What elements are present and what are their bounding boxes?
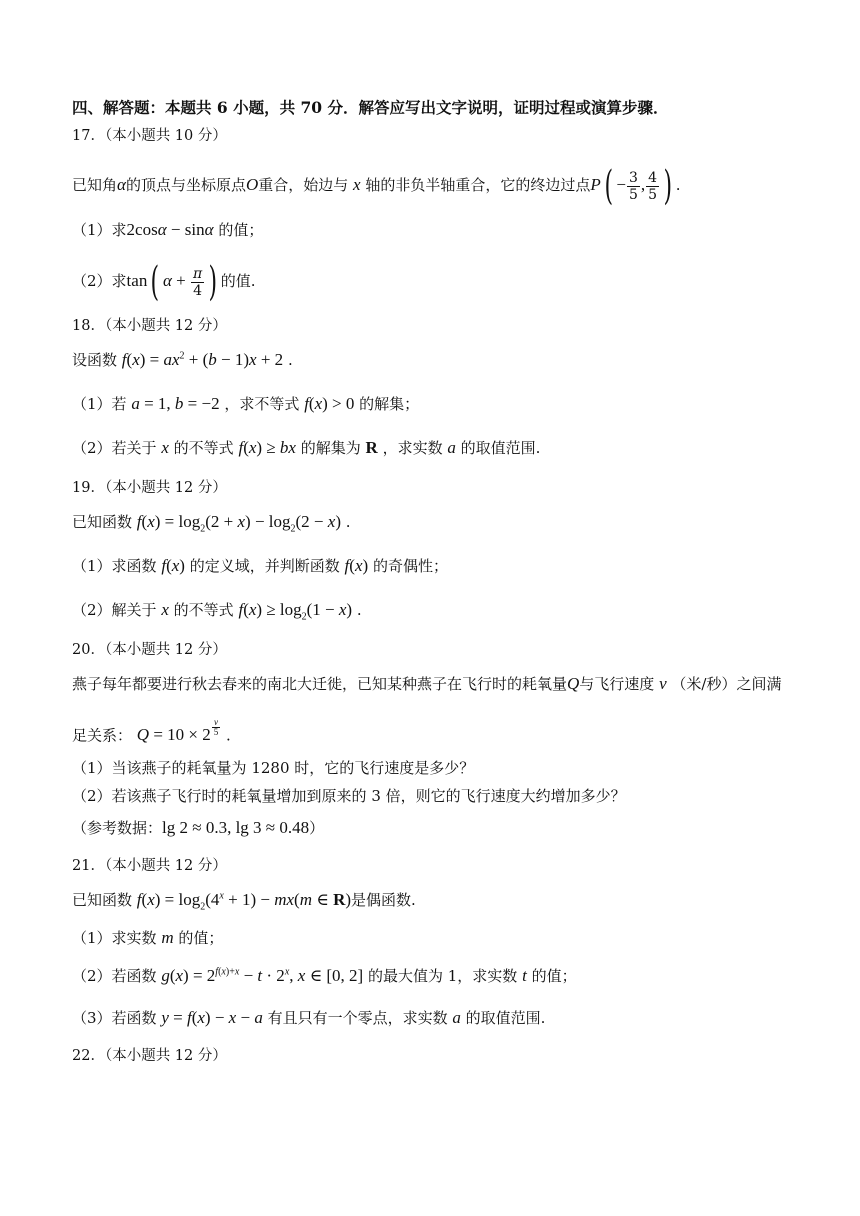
q19-stem: 已知函数 $f(x) = \log_2(2 + x) - \log_2(2 - x)$ . [72,512,351,535]
q20-title: 20．（本小题共 12 分） [72,642,227,658]
q19-part2: （2）解关于 x 的不等式 $f(x) \ge \log_2(1 - x)$ . [72,600,362,623]
q20-reference: （参考数据：lg 2 ≈ 0.3, lg 3 ≈ 0.48） [72,818,325,837]
q21-part3: （3）若函数 y = f(x) − x − a 有且只有一个零点，求实数 a 的取值范围. [72,1008,546,1027]
q20-stem: 燕子每年都要进行秋去春来的南北大迁徙，已知某种燕子在飞行时的耗氧量Q与飞行速度 v （米/秒）之间满 [72,674,782,693]
section-heading [72,98,668,118]
section-heading-text: 四、解答题：本题共 6 小题，共 70 分．解答应写出文字说明，证明过程或演算步骤． [72,98,669,117]
q20-part1: （1）当该燕子的耗氧量为 1280 时，它的飞行速度是多少？ [72,759,475,777]
q18-stem: 设函数 $f(x) = ax^2 + (b - 1)x + 2$ . [72,350,293,369]
q19-part1: （1）求函数 f(x) 的定义域，并判断函数 f(x) 的奇偶性； [72,556,448,575]
q17-stem: 已知角α的顶点与坐标原点O重合，始边与 x 轴的非负半轴重合，它的终边过点P( − $\frac{3}{5}$ , $\frac{4}{5}$ ) . [72,163,681,209]
q21-stem: 已知函数 $f(x) = \log_2(4^x + 1) - mx(m$ ∈ R)是偶函数. [72,890,416,913]
q18-title: 18．（本小题共 12 分） [72,318,227,334]
q17-part2: （2）求tan( α + $\frac{\pi}{4}$ ) 的值. [72,259,256,305]
q19-title: 19．（本小题共 12 分） [72,480,227,496]
q17-part1: （1）求2cosα − sinα 的值； [72,220,264,239]
q17-title: 17．（本小题共 10 分） [72,128,227,144]
q18-part2: （2）若关于 x 的不等式 f(x) ≥ bx 的解集为 R ，求实数 a 的取值范围. [72,438,541,457]
q18-part1: （1）若 a = 1, b = −2 ，求不等式 f(x) > 0 的解集； [72,394,420,413]
q21-part1: （1）求实数 m 的值； [72,928,224,947]
q20-part2: （2）若该燕子飞行时的耗氧量增加到原来的 3 倍，则它的飞行速度大约增加多少？ [72,787,626,805]
q20-formula: 足关系： Q = 10 × 2 $^{\frac{v}{5}}$ . [72,717,231,745]
q21-title: 21．（本小题共 12 分） [72,858,227,874]
q21-part2: （2）若函数 $g(x) = 2^{f(x)+x} - t \cdot 2^x$, x ∈ [0, 2] 的最大值为 1，求实数 t 的值； [72,966,577,985]
q22-title: 22．（本小题共 12 分） [72,1048,227,1064]
